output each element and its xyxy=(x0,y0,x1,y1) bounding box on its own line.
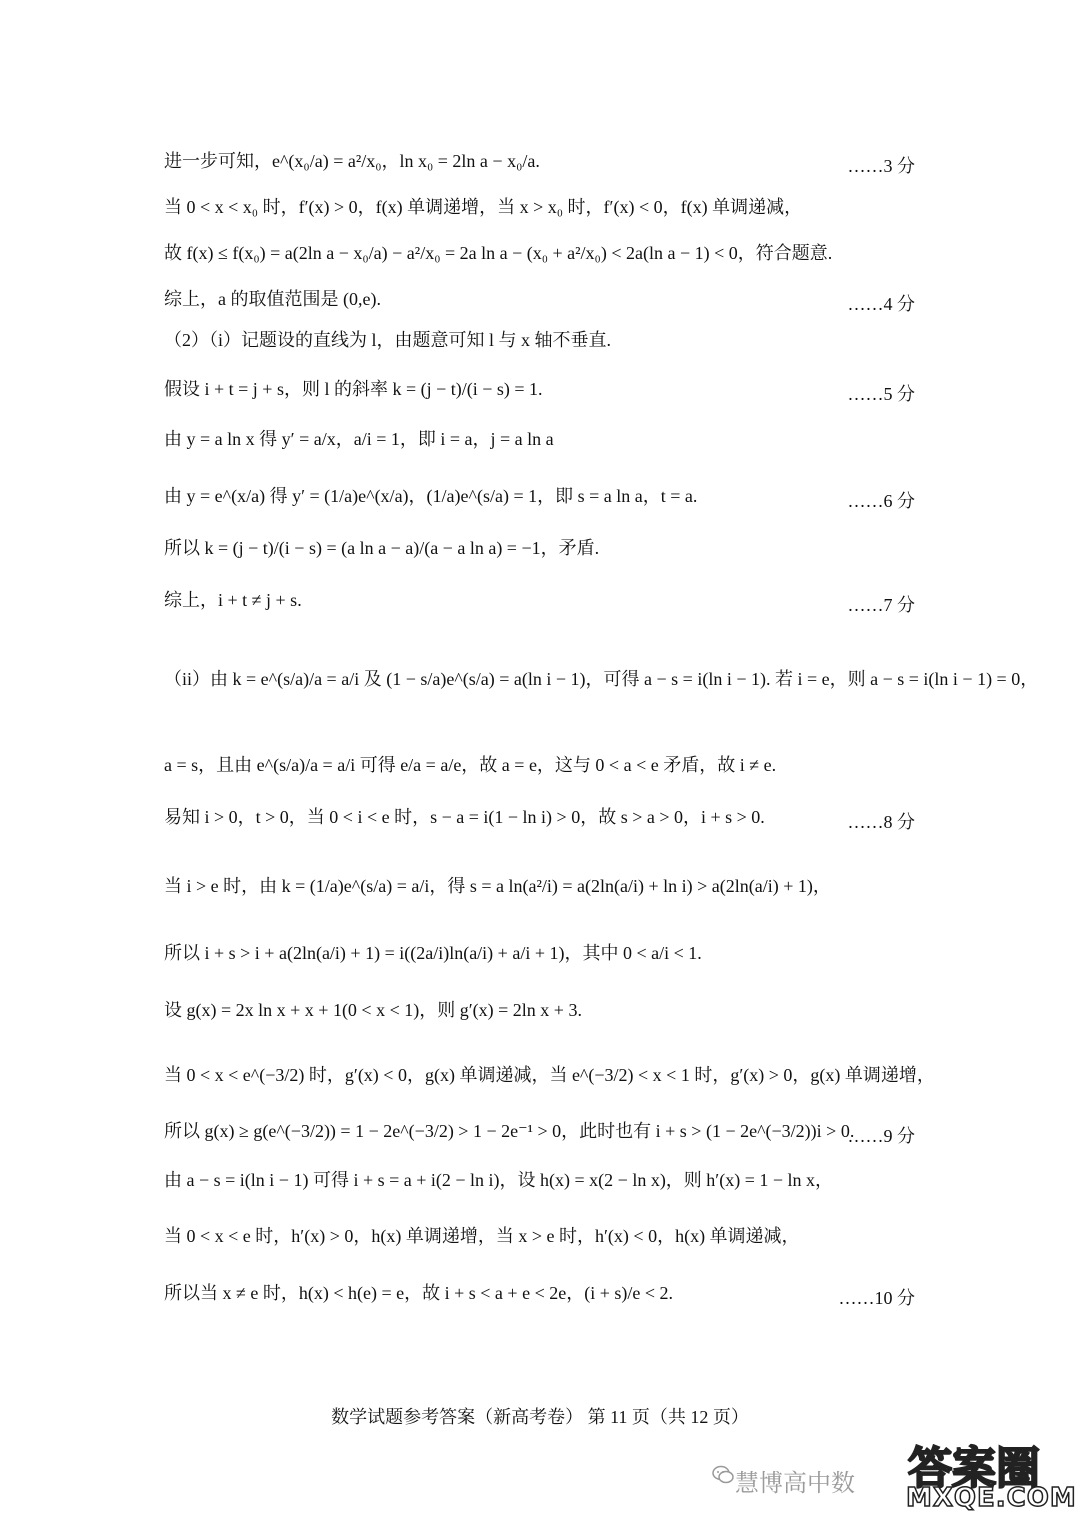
solution-line: 当 0 < x < x₀ 时，f′(x) > 0，f(x) 单调递增，当 x > x₀ 时，f′(x) < 0，f(x) 单调递减， xyxy=(164,197,803,217)
solution-line: 当 0 < x < e 时，h′(x) > 0，h(x) 单调递增，当 x > e 时，h′(x) < 0，h(x) 单调递减， xyxy=(164,1226,800,1246)
score-mark: ……5 分 xyxy=(847,384,915,404)
solution-line: 当 i > e 时，由 k = (1/a)e^(s/a) = a/i，得 s = a ln(a²/i) = a(2ln(a/i) + ln i) > a(2ln(a/i) + 1)， xyxy=(164,876,831,896)
solution-line: a = s，且由 e^(s/a)/a = a/i 可得 e/a = a/e，故 a = e，这与 0 < a < e 矛盾，故 i ≠ e. xyxy=(164,755,777,775)
watermark-account: 慧博高中数 xyxy=(735,1469,855,1497)
solution-line: 进一步可知，e^(x₀/a) = a²/x₀，ln x₀ = 2ln a − x₀/a. xyxy=(164,151,540,171)
watermark-site: MXQE.COM xyxy=(906,1483,1077,1513)
solution-line: 故 f(x) ≤ f(x₀) = a(2ln a − x₀/a) − a²/x₀ = 2a ln a − (x₀ + a²/x₀) < 2a(ln a − 1) < 0，符合题意. xyxy=(164,243,833,263)
page-footer: 数学试题参考答案（新高考卷） 第 11 页（共 12 页） xyxy=(331,1407,749,1427)
solution-line: 所以当 x ≠ e 时，h(x) < h(e) = e，故 i + s < a + e < 2e，(i + s)/e < 2. xyxy=(164,1283,673,1303)
score-mark: ……10 分 xyxy=(838,1288,915,1308)
solution-line: 假设 i + t = j + s，则 l 的斜率 k = (j − t)/(i − s) = 1. xyxy=(164,379,543,399)
wechat-icon xyxy=(712,1465,734,1485)
score-mark: ……8 分 xyxy=(847,812,915,832)
solution-line: 由 y = a ln x 得 y′ = a/x，a/i = 1，即 i = a，j = a ln a xyxy=(164,429,554,449)
score-mark: ……7 分 xyxy=(847,595,915,615)
score-mark: ……6 分 xyxy=(847,491,915,511)
solution-line: 由 y = e^(x/a) 得 y′ = (1/a)e^(x/a)，(1/a)e^(s/a) = 1，即 s = a ln a，t = a. xyxy=(164,486,698,506)
watermark-logo: 答案圈 xyxy=(908,1443,1040,1494)
score-mark: ……9 分 xyxy=(847,1126,915,1146)
solution-line: 所以 g(x) ≥ g(e^(−3/2)) = 1 − 2e^(−3/2) > 1 − 2e⁻¹ > 0，此时也有 i + s > (1 − 2e^(−3/2))i > 0. xyxy=(164,1121,855,1141)
solution-line: 由 a − s = i(ln i − 1) 可得 i + s = a + i(2 − ln i)，设 h(x) = x(2 − ln x)，则 h′(x) = 1 − ln x， xyxy=(164,1170,834,1190)
solution-line: 所以 i + s > i + a(2ln(a/i) + 1) = i((2a/i)ln(a/i) + a/i + 1)，其中 0 < a/i < 1. xyxy=(164,943,702,963)
solution-line: （ii）由 k = e^(s/a)/a = a/i 及 (1 − s/a)e^(s/a) = a(ln i − 1)，可得 a − s = i(ln i − 1). 若 i = e，则 a − s = i(ln i − 1) = 0， xyxy=(164,669,1039,689)
solution-line: （2）（i）记题设的直线为 l，由题意可知 l 与 x 轴不垂直. xyxy=(164,330,612,350)
solution-line: 所以 k = (j − t)/(i − s) = (a ln a − a)/(a − a ln a) = −1，矛盾. xyxy=(164,538,600,558)
score-mark: ……3 分 xyxy=(847,156,915,176)
solution-line: 综上，i + t ≠ j + s. xyxy=(164,590,302,610)
solution-line: 综上，a 的取值范围是 (0,e). xyxy=(164,289,381,309)
solution-line: 设 g(x) = 2x ln x + x + 1(0 < x < 1)，则 g′(x) = 2ln x + 3. xyxy=(164,1000,582,1020)
score-mark: ……4 分 xyxy=(847,294,915,314)
solution-line: 易知 i > 0，t > 0，当 0 < i < e 时，s − a = i(1 − ln i) > 0，故 s > a > 0，i + s > 0. xyxy=(164,807,765,827)
solution-line: 当 0 < x < e^(−3/2) 时，g′(x) < 0，g(x) 单调递减，当 e^(−3/2) < x < 1 时，g′(x) > 0，g(x) 单调递增， xyxy=(164,1065,935,1085)
